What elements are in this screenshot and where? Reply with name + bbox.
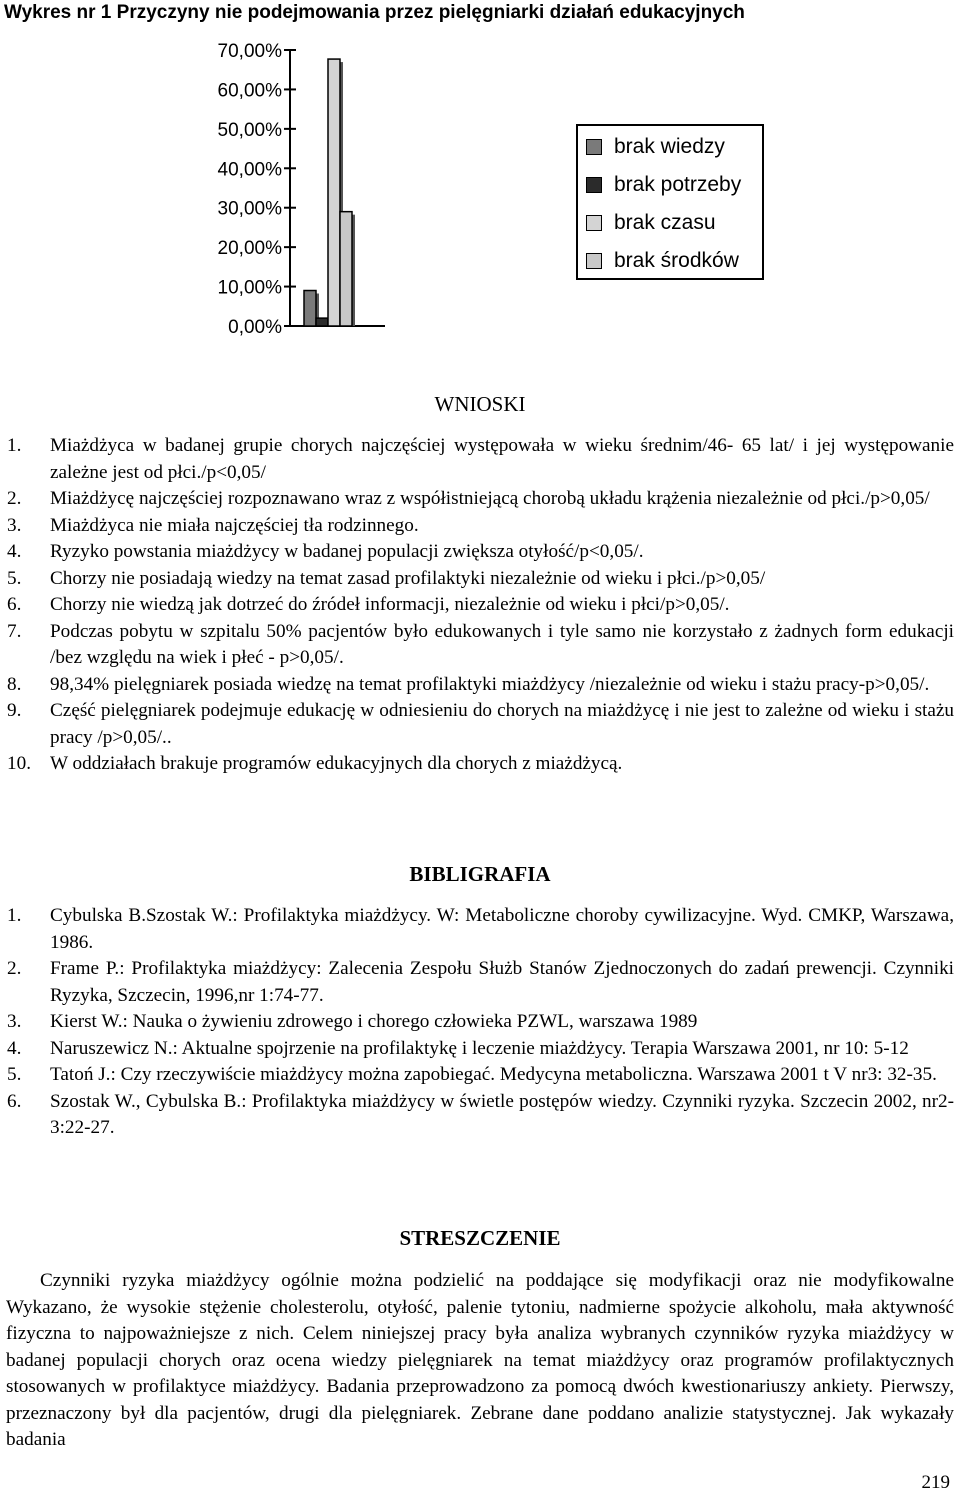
legend-label: brak potrzeby xyxy=(614,173,742,196)
list-item xyxy=(0,751,960,778)
item-text: Cybulska B.Szostak W.: Profilaktyka miażdżycy. W: Metaboliczne choroby cywilizacyjne. Wyd. CMKP, Warszawa, 1986. xyxy=(50,905,954,953)
y-tick-label: 50,00% xyxy=(217,119,282,141)
legend-item-brak-wiedzy xyxy=(586,134,725,160)
item-number: 2. xyxy=(7,488,22,509)
item-number: 2. xyxy=(7,958,22,979)
page-number: 219 xyxy=(921,1472,950,1493)
legend-item-brak-potrzeby xyxy=(586,172,741,198)
legend-label: brak środków xyxy=(614,249,739,272)
legend-swatch xyxy=(586,215,602,231)
list-item xyxy=(0,1062,960,1089)
legend-item-brak-czasu xyxy=(586,210,716,236)
item-text: Miażdżyca w badanej grupie chorych najczęściej występowała w wieku średnim/46- 65 lat/ i jej występowanie zależne jest od płci./p<0,05/ xyxy=(50,435,954,483)
list-item xyxy=(0,956,960,1009)
item-number: 3. xyxy=(7,514,22,536)
list-item xyxy=(0,1009,960,1036)
bar-brak-środków xyxy=(340,212,352,326)
item-number: 7. xyxy=(7,620,22,642)
bar-brak-czasu xyxy=(328,59,340,326)
y-tick-label: 30,00% xyxy=(217,198,282,220)
list-item xyxy=(0,698,960,751)
list-item xyxy=(0,1036,960,1063)
list-item xyxy=(0,619,960,672)
summary-heading: STRESZCZENIE xyxy=(399,1226,561,1250)
item-text: W oddziałach brakuje programów edukacyjnych dla chorych z miażdżycą. xyxy=(50,753,623,774)
summary-paragraph: Czynniki ryzyka miażdżycy ogólnie można podzielić na poddające się modyfikacji oraz nie modyfikowalne Wykazano, że wysokie stężenie cholesterolu, otyłość, palenie tytoniu, nadmierne spożycie alkoholu, mała aktywność fizyczna to najpoważniejsze z nich. Celem niniejszej pracy była analiza wybranych czynników ryzyka miażdżycy w badanej populacji chorych oraz ocena wiedzy pielęgniarek na temat miażdżycy oraz programów profilaktycznych stosowanych w profilaktyce miażdżycy. Badania przeprowadzono za pomocą dwóch kwestionariuszy ankiety. Pierwszy, przeznaczony był dla pacjentów, drugi dla pielęgniarek. Zebrane dane poddano analizie statystycznej. Jak wykazały badania xyxy=(6,1270,954,1450)
item-text: Chorzy nie wiedzą jak dotrzeć do źródeł informacji, niezależnie od wieku i płci/p>0,05/. xyxy=(50,594,730,615)
item-text: Szostak W., Cybulska B.: Profilaktyka miażdżycy w świetle postępów wiedzy. Czynniki ryzyka. Szczecin 2002, nr2-3:22-27. xyxy=(50,1090,954,1138)
item-number: 3. xyxy=(7,1011,22,1032)
item-number: 8. xyxy=(7,673,22,695)
y-tick-label: 60,00% xyxy=(217,80,282,102)
list-item xyxy=(0,672,960,699)
bar-brak-potrzeby xyxy=(316,318,328,326)
legend-swatch xyxy=(586,139,602,155)
list-item xyxy=(0,592,960,619)
item-text: Część pielęgniarek podejmuje edukację w odniesieniu do chorych na miażdżycę i nie jest to zależne od wieku i stażu pracy /p>0,05/.. xyxy=(50,700,954,748)
item-number: 5. xyxy=(7,1064,22,1085)
item-number: 6. xyxy=(7,594,22,615)
y-tick-label: 10,00% xyxy=(217,277,282,299)
conclusions-heading: WNIOSKI xyxy=(434,392,526,416)
chart-legend xyxy=(576,124,764,280)
item-text: Ryzyko powstania miażdżycy w badanej populacji zwiększa otyłość/p<0,05/. xyxy=(50,541,644,562)
y-tick-label: 20,00% xyxy=(217,238,282,260)
item-text: Naruszewicz N.: Aktualne spojrzenie na profilaktykę i leczenie miażdżycy. Terapia Warszawa 2001, nr 10: 5-12 xyxy=(50,1037,909,1059)
bar-brak-wiedzy xyxy=(304,291,316,326)
bibliography-list xyxy=(0,903,960,1142)
item-number: 9. xyxy=(7,700,22,721)
item-number: 1. xyxy=(7,905,22,926)
y-tick-label: 40,00% xyxy=(217,159,282,181)
legend-label: brak czasu xyxy=(614,211,716,234)
item-text: Kierst W.: Nauka o żywieniu zdrowego i chorego człowieka PZWL, warszawa 1989 xyxy=(50,1011,698,1032)
legend-label: brak wiedzy xyxy=(614,135,725,158)
conclusions-list xyxy=(0,433,960,778)
list-item xyxy=(0,566,960,593)
bibliography-heading: BIBLIGRAFIA xyxy=(409,862,551,886)
item-text: Miażdżyca nie miała najczęściej tła rodzinnego. xyxy=(50,514,419,536)
legend-item-brak-srodkow xyxy=(586,248,739,274)
item-number: 1. xyxy=(7,435,22,456)
legend-swatch xyxy=(586,253,602,269)
item-text: 98,34% pielęgniarek posiada wiedzę na temat profilaktyki miażdżycy /niezależnie od wieku i stażu pracy-p>0,05/. xyxy=(50,673,930,695)
list-item xyxy=(0,539,960,566)
list-item xyxy=(0,513,960,540)
item-number: 4. xyxy=(7,1037,22,1059)
chart-title: Wykres nr 1 Przyczyny nie podejmowania przez pielęgniarki działań edukacyjnych xyxy=(4,2,745,23)
y-tick-label: 0,00% xyxy=(228,317,282,338)
item-number: 6. xyxy=(7,1090,22,1112)
item-number: 10. xyxy=(7,753,31,774)
item-text: Tatoń J.: Czy rzeczywiście miażdżycy można zapobiegać. Medycyna metaboliczna. Warszawa 2001 t V nr3: 32-35. xyxy=(50,1064,937,1085)
item-number: 4. xyxy=(7,541,22,562)
list-item xyxy=(0,486,960,513)
list-item xyxy=(0,903,960,956)
list-item xyxy=(0,433,960,486)
legend-swatch xyxy=(586,177,602,193)
list-item xyxy=(0,1089,960,1142)
item-number: 5. xyxy=(7,567,22,589)
item-text: Chorzy nie posiadają wiedzy na temat zasad profilaktyki niezależnie od wieku i płci./p>0,05/ xyxy=(50,567,766,589)
item-text: Frame P.: Profilaktyka miażdżycy: Zalecenia Zespołu Służb Stanów Zjednoczonych do zadań prewencji. Czynniki Ryzyka, Szczecin, 1996,nr 1:74-77. xyxy=(50,958,954,1006)
item-text: Miażdżycę najczęściej rozpoznawano wraz z współistniejącą chorobą układu krążenia niezależnie od płci./p>0,05/ xyxy=(50,488,930,509)
item-text: Podczas pobytu w szpitalu 50% pacjentów było edukowanych i tyle samo nie korzystało z żadnych form edukacji /bez względu na wiek i płeć - p>0,05/. xyxy=(50,620,954,668)
y-tick-label: 70,00% xyxy=(217,41,282,62)
bar-chart xyxy=(0,30,960,340)
